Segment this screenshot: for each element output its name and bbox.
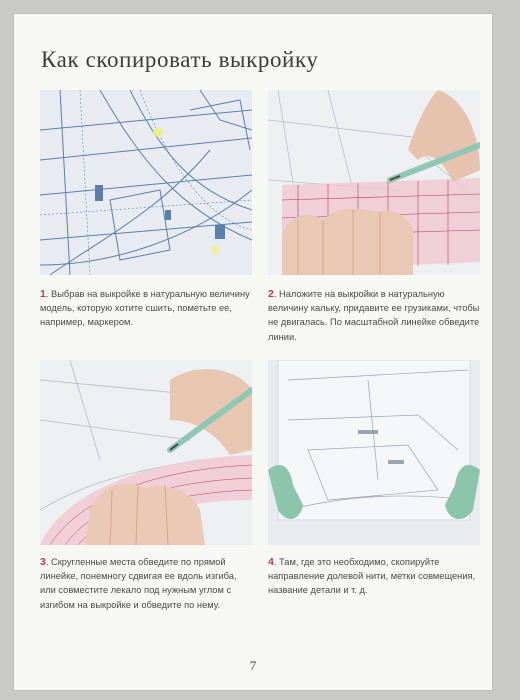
step-text: . Там, где это необходимо, скопируйте направление долевой нити, метки совмещения, название детали и т. д. bbox=[268, 557, 476, 596]
step-number: 1 bbox=[40, 288, 46, 300]
step-number: 3 bbox=[40, 556, 46, 568]
step-number: 2 bbox=[268, 288, 274, 300]
step-3-caption bbox=[40, 555, 252, 612]
step-text: . Выбрав на выкройке в натуральную величину модель, которую хотите сшить, пометьте ее, например, маркером. bbox=[40, 289, 250, 328]
photo-marked-pattern bbox=[40, 90, 252, 275]
book-page bbox=[14, 14, 492, 690]
photo-traced-with-weights bbox=[268, 360, 480, 545]
step-1-caption bbox=[40, 287, 252, 330]
photo-tracing-with-ruler bbox=[268, 90, 480, 275]
step-text: . Наложите на выкройки в натуральную величину кальку, придавите ее грузиками, чтобы не двигалась. По масштабной линейке обведите линии. bbox=[268, 289, 480, 342]
photo-tracing-curves bbox=[40, 360, 252, 545]
step-number: 4 bbox=[268, 556, 274, 568]
step-text: . Скругленные места обведите по прямой линейке, понемногу сдвигая ее вдоль изгиба, или совместите лекало под нужным углом с изгибом на выкройке и обведите по нему. bbox=[40, 557, 237, 610]
step-2-caption bbox=[268, 287, 480, 344]
step-4-caption bbox=[268, 555, 480, 598]
page-title: Как скопировать выкройку bbox=[41, 47, 319, 72]
page-number: 7 bbox=[249, 658, 257, 673]
